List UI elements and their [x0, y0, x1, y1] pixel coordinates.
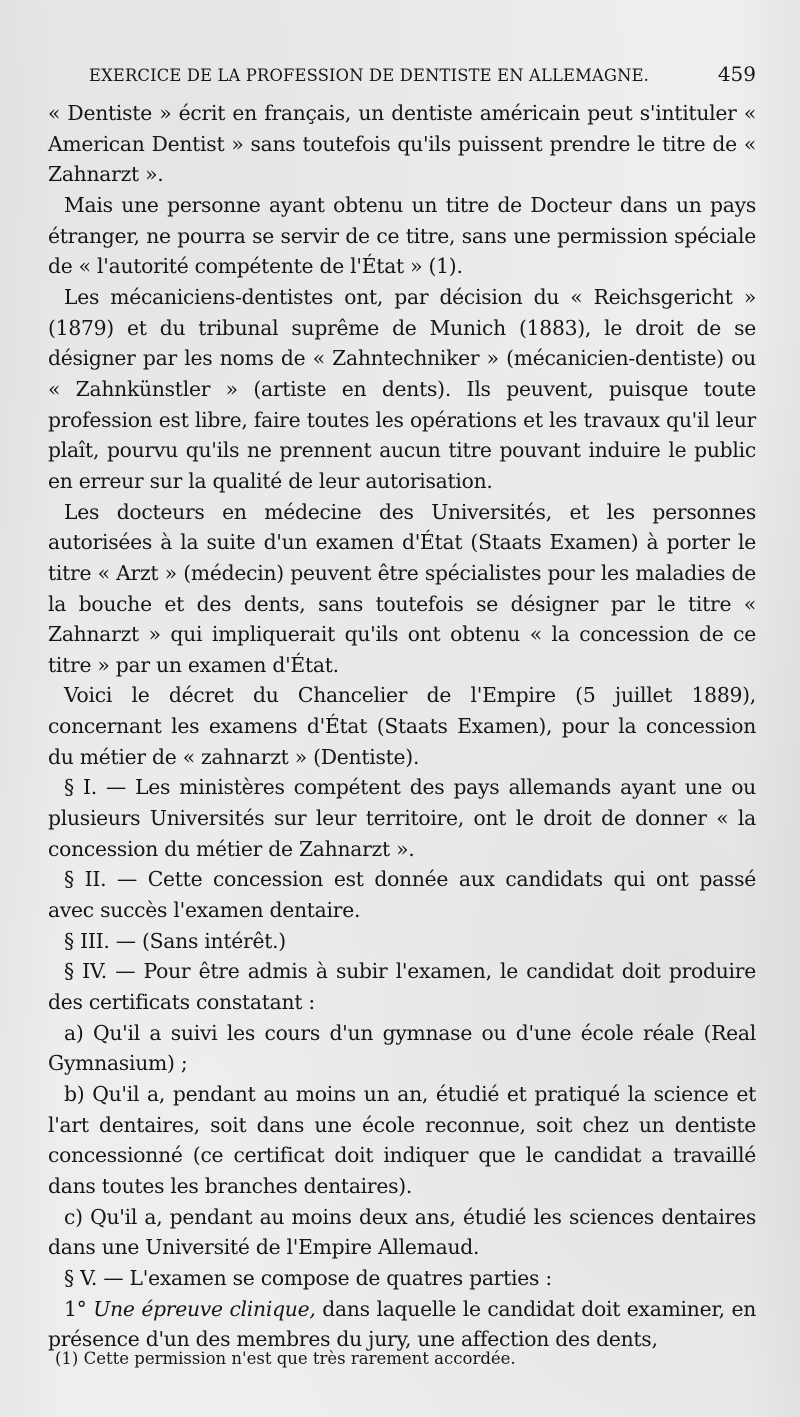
- body-text: [48, 98, 756, 1355]
- list-item: b) Qu'il a, pendant au moins un an, étudié et pratiqué la science et l'art dentaires, soit dans une école reconnue, soit chez un dentiste concessionné (ce certificat doit indiquer que le candidat a travaillé dans toutes les branches dentaires).: [48, 1082, 756, 1198]
- page: [48, 62, 756, 1355]
- page-number: 459: [717, 62, 756, 86]
- paragraph: Mais une personne ayant obtenu un titre de Docteur dans un pays étranger, ne pourra se servir de ce titre, sans une permission spéciale de « l'autorité compétente de l'État » (1).: [48, 192, 756, 279]
- item-number: 1°: [64, 1296, 87, 1321]
- paragraph: Les mécaniciens-dentistes ont, par décision du « Reichsgericht » (1879) et du tribunal suprême de Munich (1883), le droit de se désigner par les noms de « Zahntechniker » (mécanicien-dentiste) ou « Zahnkünstler » (artiste en dents). Ils peuvent, puisque toute profession est libre, faire toutes les opérations et les travaux qu'il leur plaît, pourvu qu'ils ne prennent aucun titre pouvant induire le public en erreur sur la qualité de leur autorisation.: [48, 284, 756, 493]
- paragraph: Voici le décret du Chancelier de l'Empire (5 juillet 1889), concernant les examens d'État (Staats Examen), pour la concession du métier de « zahnarzt » (Dentiste).: [48, 683, 756, 769]
- section-paragraph: § I. — Les ministères compétent des pays allemands ayant une ou plusieurs Universités sur leur territoire, ont le droit de donner « la concession du métier de Zahnarzt ».: [48, 775, 756, 861]
- paragraph: Les docteurs en médecine des Universités, et les personnes autorisées à la suite d'un examen d'État (Staats Examen) à porter le titre « Arzt » (médecin) peuvent être spécialistes pour les maladies de la bouche et des dents, sans toutefois se désigner par le titre « Zahnarzt » qui impliquerait qu'ils ont obtenu « la concession de ce titre » par un examen d'État.: [48, 499, 756, 677]
- running-title: EXERCICE DE LA PROFESSION DE DENTISTE EN ALLEMAGNE.: [89, 66, 650, 85]
- list-item: a) Qu'il a suivi les cours d'un gymnase ou d'une école réale (Real Gymnasium) ;: [48, 1020, 756, 1076]
- section-paragraph: § V. — L'examen se compose de quatres parties :: [64, 1265, 552, 1290]
- paragraph-continuation: dans laquelle le candidat doit examiner, en présence d'un des membres du jury, une affection des dents,: [48, 1296, 757, 1352]
- section-paragraph: § IV. — Pour être admis à subir l'examen, le candidat doit produire des certificats constatant :: [48, 959, 756, 1015]
- numbered-paragraph: [48, 1294, 756, 1355]
- section-paragraph: § III. — (Sans intérêt.): [64, 928, 286, 953]
- paragraph: « Dentiste » écrit en français, un dentiste américain peut s'intituler « American Dentist » sans toutefois qu'ils puissent prendre le titre de « Zahnarzt ».: [48, 101, 756, 187]
- footnote: (1) Cette permission n'est que très rarement accordée.: [55, 1349, 516, 1368]
- page-header: [48, 62, 756, 98]
- list-item: c) Qu'il a, pendant au moins deux ans, étudié les sciences dentaires dans une Université de l'Empire Allemaud.: [48, 1204, 756, 1260]
- section-paragraph: § II. — Cette concession est donnée aux candidats qui ont passé avec succès l'examen dentaire.: [48, 867, 756, 923]
- italic-term: Une épreuve clinique,: [93, 1296, 316, 1321]
